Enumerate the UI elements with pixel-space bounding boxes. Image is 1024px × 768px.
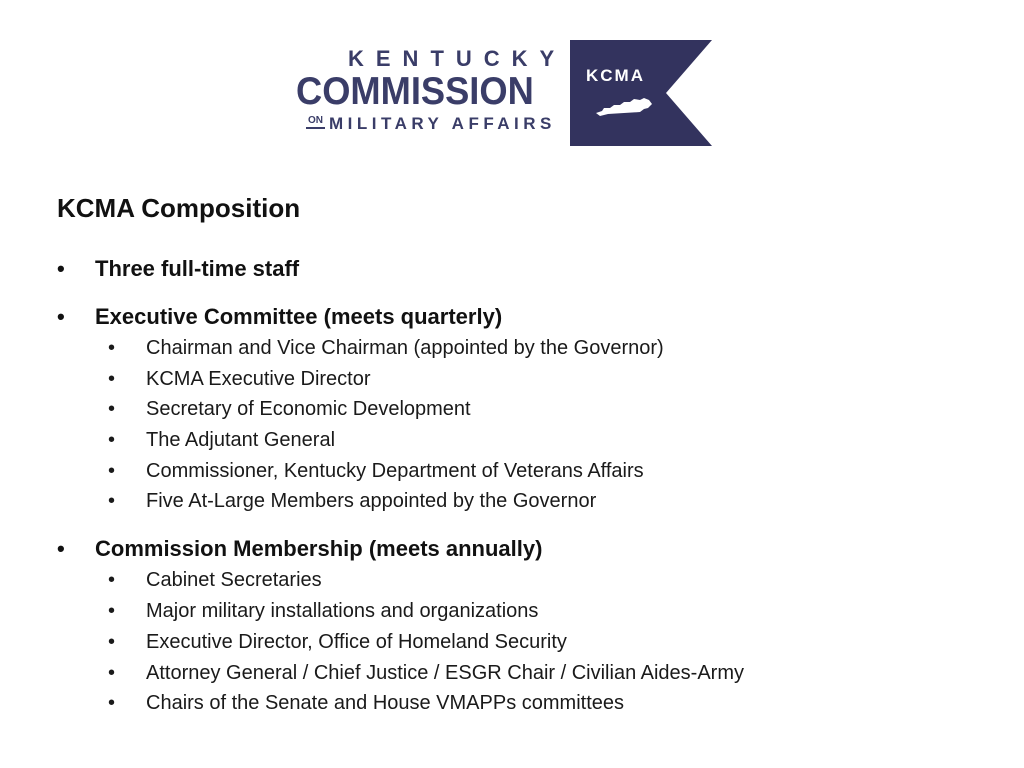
list-item-text: Cabinet Secretaries	[146, 569, 322, 591]
flag-pennant-shape	[570, 40, 712, 146]
list-item-text: Major military installations and organizations	[146, 600, 539, 622]
bullet: •	[108, 429, 116, 451]
bullet: •	[108, 398, 116, 420]
bullet: •	[108, 490, 116, 512]
bullet: •	[108, 337, 116, 359]
list-item-text: KCMA Executive Director	[146, 368, 371, 390]
bullet: •	[108, 600, 116, 622]
list-item-text: The Adjutant General	[146, 429, 336, 451]
section-heading: Commission Membership (meets annually)	[95, 536, 543, 561]
list-item-text: Attorney General / Chief Justice / ESGR Chair / Civilian Aides-Army	[146, 662, 744, 684]
page-title: KCMA Composition	[57, 193, 301, 223]
kcma-logo	[296, 40, 712, 146]
logo-wordmark	[296, 40, 566, 146]
bullet: •	[57, 256, 65, 281]
flag-kcma-label: KCMA	[586, 66, 645, 85]
bullet: •	[108, 662, 116, 684]
logo-kentucky: KENTUCKY	[348, 46, 567, 71]
bullet: •	[108, 631, 116, 653]
list-item-text: Five At-Large Members appointed by the Governor	[146, 490, 597, 512]
logo-military-affairs-line	[306, 114, 556, 134]
list-item-text: Commissioner, Kentucky Department of Veterans Affairs	[146, 460, 644, 482]
list-item-text: Chairman and Vice Chairman (appointed by the Governor)	[146, 337, 664, 359]
bullet: •	[108, 368, 116, 390]
logo-commission: COMMISSION	[296, 70, 534, 113]
logo-on: ON	[306, 116, 325, 129]
list-item-text: Executive Director, Office of Homeland Security	[146, 631, 567, 653]
logo-flag	[570, 40, 712, 146]
list-item-text: Chairs of the Senate and House VMAPPs committees	[146, 692, 625, 714]
logo-military-affairs: MILITARY AFFAIRS	[329, 114, 556, 133]
bullet: •	[57, 536, 65, 561]
bullet: •	[108, 460, 116, 482]
bullet: •	[57, 304, 65, 329]
kentucky-state-icon	[594, 96, 654, 123]
bullet: •	[108, 692, 116, 714]
list-item-text: Secretary of Economic Development	[146, 398, 471, 420]
bullet: •	[108, 569, 116, 591]
section-heading: Three full-time staff	[95, 256, 300, 281]
section-heading: Executive Committee (meets quarterly)	[95, 304, 503, 329]
